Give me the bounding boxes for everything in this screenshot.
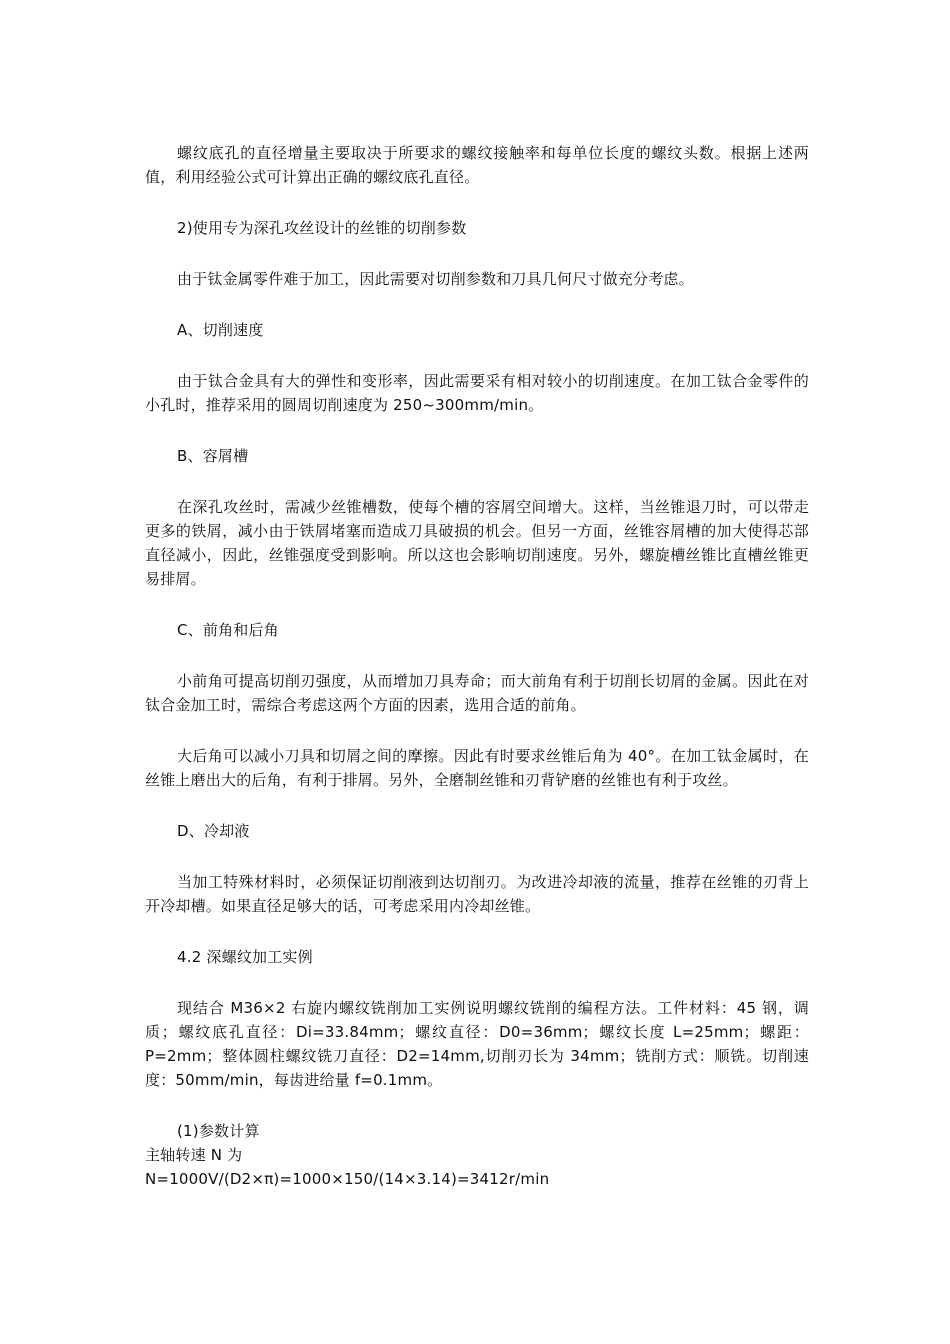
heading-deep-thread-example: 4.2 深螺纹加工实例 [177, 948, 313, 966]
heading-rake-relief-angle: C、前角和后角 [177, 621, 279, 639]
paragraph-chip-flute: 在深孔攻丝时，需减少丝锥槽数，使每个槽的容屑空间增大。这样，当丝锥退刀时，可以带走更多的铁屑，减小由于铁屑堵塞而造成刀具破损的机会。但另一方面，丝锥容屑槽的加大使得芯部直径减小，因此，丝锥强度受到影响。所以这也会影响切削速度。另外，螺旋槽丝锥比直槽丝锥更易排屑。 [145, 498, 809, 588]
paragraph-cutting-speed: 由于钛合金具有大的弹性和变形率，因此需要采有相对较小的切削速度。在加工钛合金零件的小孔时，推荐采用的圆周切削速度为 250~300mm/min。 [145, 372, 809, 414]
document-body [145, 141, 809, 1191]
heading-parameter-calculation: (1)参数计算 [177, 1122, 260, 1140]
paragraph-thread-milling-example: 现结合 M36×2 右旋内螺纹铣削加工实例说明螺纹铣削的编程方法。工件材料：45 钢，调质；螺纹底孔直径：Di=33.84mm；螺纹直径：D0=36mm；螺纹长度 L=25mm；螺距：P=2mm；整体圆柱螺纹铣刀直径：D2=14mm,切削刃长为 34mm；铣削方式：顺铣。切削速度：50mm/min，每齿进给量 f=0.1mm。 [145, 999, 809, 1089]
text-spindle-speed-formula: N=1000V/(D2×π)=1000×150/(14×3.14)=3412r/min [145, 1170, 550, 1188]
paragraph-coolant: 当加工特殊材料时，必须保证切削液到达切削刃。为改进冷却液的流量，推荐在丝锥的刃背上开冷却槽。如果直径足够大的话，可考虑采用内冷却丝锥。 [145, 873, 809, 915]
paragraph-titanium-difficulty: 由于钛金属零件难于加工，因此需要对切削参数和刀具几何尺寸做充分考虑。 [177, 270, 694, 288]
heading-cutting-speed: A、切削速度 [177, 321, 264, 339]
paragraph-relief-angle: 大后角可以减小刀具和切屑之间的摩擦。因此有时要求丝锥后角为 40°。在加工钛金属时，在丝锥上磨出大的后角，有利于排屑。另外，全磨制丝锥和刃背铲磨的丝锥也有利于攻丝。 [145, 747, 809, 789]
heading-chip-flute: B、容屑槽 [177, 447, 249, 465]
paragraph-thread-hole-diameter: 螺纹底孔的直径增量主要取决于所要求的螺纹接触率和每单位长度的螺纹头数。根据上述两值，利用经验公式可计算出正确的螺纹底孔直径。 [145, 144, 809, 186]
heading-deep-hole-tap-params: 2)使用专为深孔攻丝设计的丝锥的切削参数 [177, 219, 467, 237]
heading-coolant: D、冷却液 [177, 822, 250, 840]
text-spindle-speed-label: 主轴转速 N 为 [145, 1146, 243, 1164]
paragraph-rake-angle: 小前角可提高切削刃强度，从而增加刀具寿命；而大前角有利于切削长切屑的金属。因此在对钛合金加工时，需综合考虑这两个方面的因素，选用合适的前角。 [145, 672, 809, 714]
